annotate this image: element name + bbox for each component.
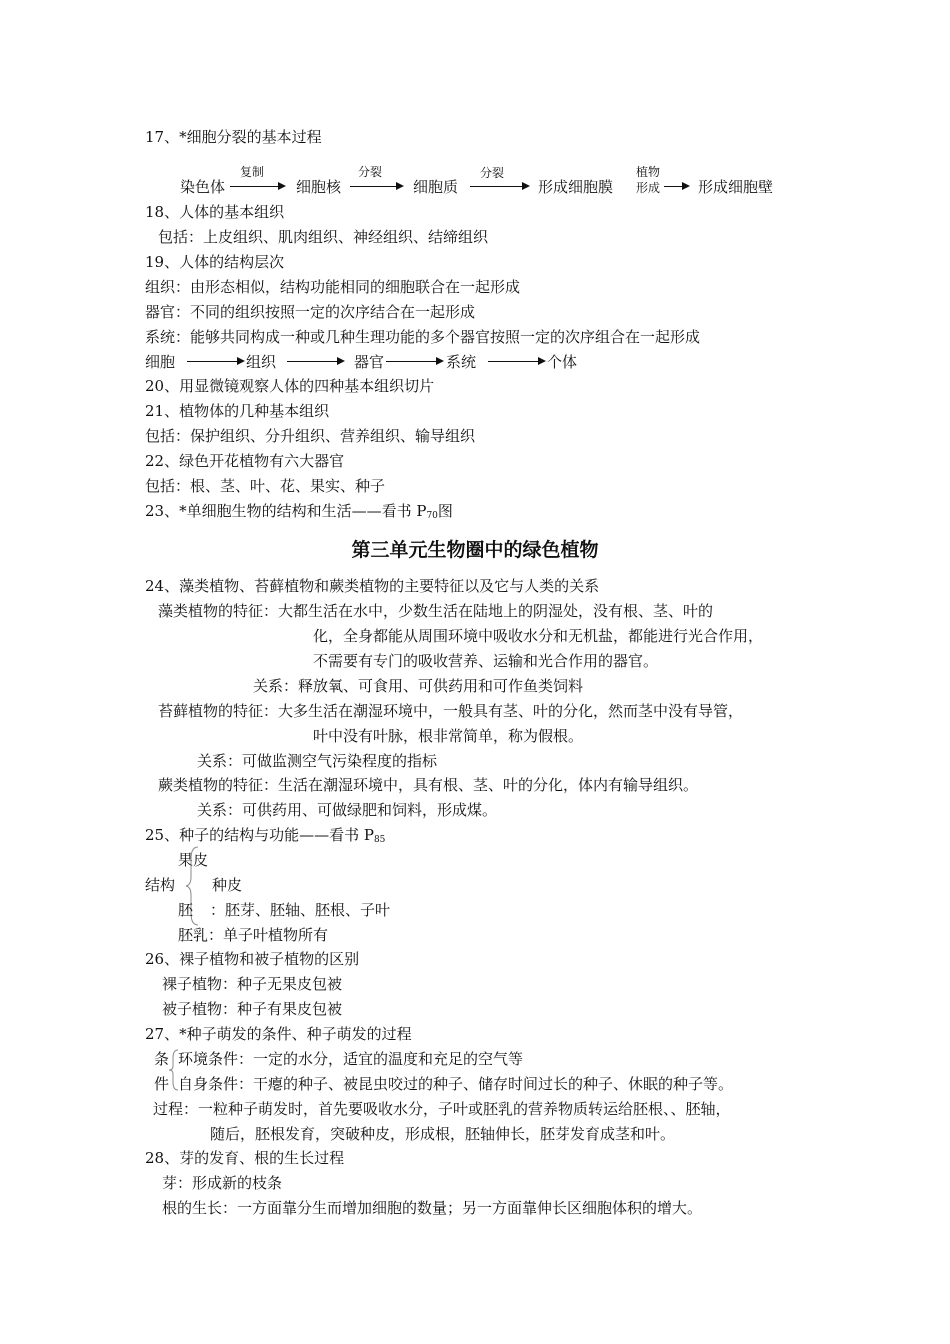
flow-step-nucleus: 细胞核: [296, 178, 342, 196]
level-arrow: [287, 361, 343, 362]
root-growth: 根的生长：一方面靠分生而增加细胞的数量；另一方面靠伸长区细胞体积的增大。: [162, 1199, 703, 1217]
flow-step-cytoplasm: 细胞质: [413, 178, 459, 196]
condition-char-2: 件: [154, 1075, 170, 1093]
embryo-parts: ：胚芽、胚轴、胚根、子叶: [210, 901, 391, 919]
flow-step-wall: 形成细胞壁: [698, 178, 774, 196]
s18-heading: 18、人体的基本组织: [145, 203, 285, 221]
s21-heading: 21、植物体的几种基本组织: [145, 402, 330, 420]
structure-label: 结构: [145, 876, 176, 894]
fruit-coat: 果皮: [178, 851, 209, 869]
embryo: 胚: [178, 901, 194, 919]
process-1: 过程：一粒种子萌发时，首先要吸收水分，子叶或胚乳的营养物质转运给胚根、、胚轴，: [153, 1100, 731, 1118]
fern-relation: 关系：可供药用、可做绿肥和饲料，形成煤。: [197, 801, 498, 819]
s25-heading: 25、种子的结构与功能——看书 $P_{85}$: [145, 826, 386, 845]
s20-heading: 20、用显微镜观察人体的四种基本组织切片: [145, 377, 435, 395]
level-arrow: [386, 361, 442, 362]
s26-heading: 26、裸子植物和被子植物的区别: [145, 950, 360, 968]
condition-char-1: 条: [154, 1050, 170, 1068]
level-tissue: 组织: [246, 353, 277, 371]
s22-content: 包括：根、茎、叶、花、果实、种子: [145, 477, 386, 495]
level-arrow: [187, 361, 243, 362]
fern-feature: 蕨类植物的特征：生活在潮湿环境中，具有根、茎、叶的分化，体内有输导组织。: [158, 776, 699, 794]
endosperm: 胚乳：单子叶植物所有: [178, 926, 329, 944]
flow-label-replicate: 复制: [240, 165, 265, 179]
s21-content: 包括：保护组织、分升组织、营养组织、输导组织: [145, 427, 476, 445]
level-arrow: [488, 361, 544, 362]
algae-feature-1: 藻类植物的特征：大都生活在水中，少数生活在陆地上的阴湿处，没有根、茎、叶的: [158, 602, 714, 620]
gymnosperm: 裸子植物：种子无果皮包被: [162, 975, 343, 993]
s27-heading: 27、*种子萌发的条件、种子萌发的过程: [145, 1025, 412, 1043]
env-condition: 环境条件：一定的水分，适宜的温度和充足的空气等: [178, 1050, 524, 1068]
flow-label-divide-1: 分裂: [358, 165, 383, 179]
level-cell: 细胞: [145, 353, 176, 371]
bud-development: 芽：形成新的枝条: [162, 1174, 283, 1192]
unit-title: 第三单元生物圈中的绿色植物: [351, 539, 599, 561]
s19-heading: 19、人体的结构层次: [145, 253, 285, 271]
flow-arrow: [350, 186, 402, 187]
self-condition: 自身条件：干瘪的种子、被昆虫咬过的种子、储存时间过长的种子、休眠的种子等。: [178, 1075, 734, 1093]
flow-step-chromosome: 染色体: [180, 178, 226, 196]
algae-relation: 关系：释放氧、可食用、可供药用和可作鱼类饲料: [253, 677, 584, 695]
angiosperm: 被子植物：种子有果皮包被: [162, 1000, 343, 1018]
level-individual: 个体: [547, 353, 578, 371]
process-2: 随后，胚根发育，突破种皮，形成根，胚轴伸长，胚芽发育成茎和叶。: [210, 1125, 676, 1143]
flow-label-plant: 植物: [636, 165, 661, 179]
flow-step-membrane: 形成细胞膜: [538, 178, 614, 196]
s19-organ: 器官：不同的组织按照一定的次序结合在一起形成: [145, 303, 476, 321]
flow-label-divide-2: 分裂: [480, 166, 505, 180]
algae-feature-3: 不需要有专门的吸收营养、运输和光合作用的器官。: [313, 652, 659, 670]
s17-heading: 17、*细胞分裂的基本过程: [145, 128, 322, 146]
moss-feature-1: 苔藓植物的特征：大多生活在潮湿环境中，一般具有茎、叶的分化，然而茎中没有导管，: [158, 702, 744, 720]
s19-tissue: 组织：由形态相似，结构功能相同的细胞联合在一起形成: [145, 278, 521, 296]
s24-heading: 24、藻类植物、苔藓植物和蕨类植物的主要特征以及它与人类的关系: [145, 577, 600, 595]
flow-arrow: [230, 186, 284, 187]
level-organ: 器官: [354, 353, 385, 371]
s22-heading: 22、绿色开花植物有六大器官: [145, 452, 345, 470]
s18-content: 包括：上皮组织、肌肉组织、神经组织、结缔组织: [158, 228, 489, 246]
s19-system: 系统：能够共同构成一种或几种生理功能的多个器官按照一定的次序组合在一起形成: [145, 328, 701, 346]
level-system: 系统: [446, 353, 477, 371]
s23-heading: 23、*单细胞生物的结构和生活——看书 $P_{70}$图: [145, 502, 453, 521]
seed-coat: 种皮: [212, 876, 243, 894]
moss-feature-2: 叶中没有叶脉，根非常简单，称为假根。: [313, 727, 584, 745]
moss-relation: 关系：可做监测空气污染程度的指标: [197, 752, 438, 770]
flow-arrow: [470, 186, 528, 187]
flow-arrow: [664, 186, 688, 187]
s28-heading: 28、芽的发育、根的生长过程: [145, 1149, 345, 1167]
algae-feature-2: 化，全身都能从周围环境中吸收水分和无机盐，都能进行光合作用，: [313, 627, 764, 645]
flow-label-form: 形成: [636, 181, 661, 195]
